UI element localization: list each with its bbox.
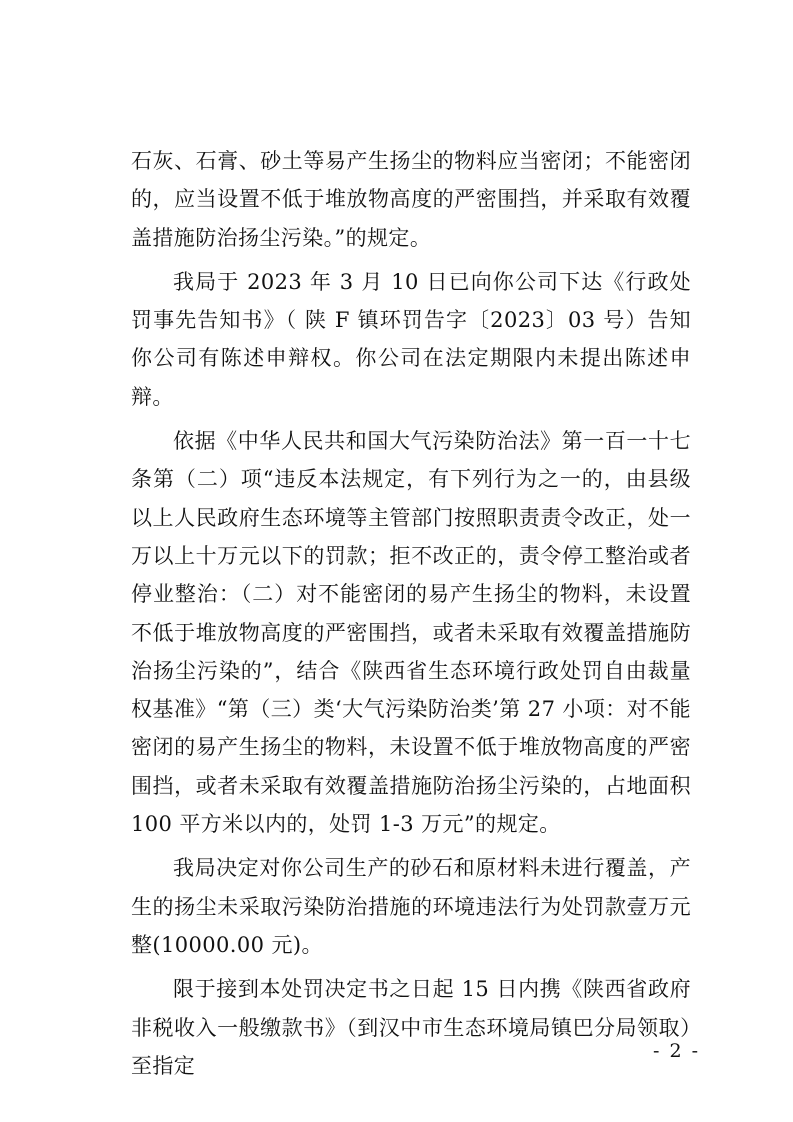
paragraph-payment-instruction: 限于接到本处罚决定书之日起 15 日内携《陕西省政府非税收入一般缴款书》（到汉中市生态环境局镇巴分局领取）至指定 [131,977,691,1078]
document-body [131,142,691,1091]
paragraph-penalty-decision: 我局决定对你公司生产的砂石和原材料未进行覆盖，产生的扬尘未采取污染防治措施的环境违法行为处罚款壹万元整(10000.00 元)。 [131,856,691,957]
page-number: - 2 - [652,1040,700,1062]
paragraph-legal-basis: 依据《中华人民共和国大气污染防治法》第一百一十七条第（二）项“违反本法规定，有下列行为之一的，由县级以上人民政府生态环境等主管部门按照职责责令改正，处一万以上十万元以下的罚款；拒不改正的，责令停工整治或者停业整治：（二）对不能密闭的易产生扬尘的物料，未设置不低于堆放物高度的严密围挡，或者未采取有效覆盖措施防治扬尘污染的”，结合《陕西省生态环境行政处罚自由裁量权基准》“第（三）类‘大气污染防治类’第 27 小项：对不能密闭的易产生扬尘的物料，未设置不低于堆放物高度的严密围挡，或者未采取有效覆盖措施防治扬尘污染的，占地面积 100 平方米以内的，处罚 1-3 万元”的规定。 [131,429,691,837]
paragraph-continuation: 石灰、石膏、砂土等易产生扬尘的物料应当密闭；不能密闭的，应当设置不低于堆放物高度的严密围挡，并采取有效覆盖措施防治扬尘污染。”的规定。 [131,149,691,250]
paragraph-notice-issued: 我局于 2023 年 3 月 10 日已向你公司下达《行政处罚事先告知书》（ 陕 F 镇环罚告字〔2023〕03 号）告知你公司有陈述申辩权。你公司在法定期限内未提出陈述申辩。 [131,269,691,409]
